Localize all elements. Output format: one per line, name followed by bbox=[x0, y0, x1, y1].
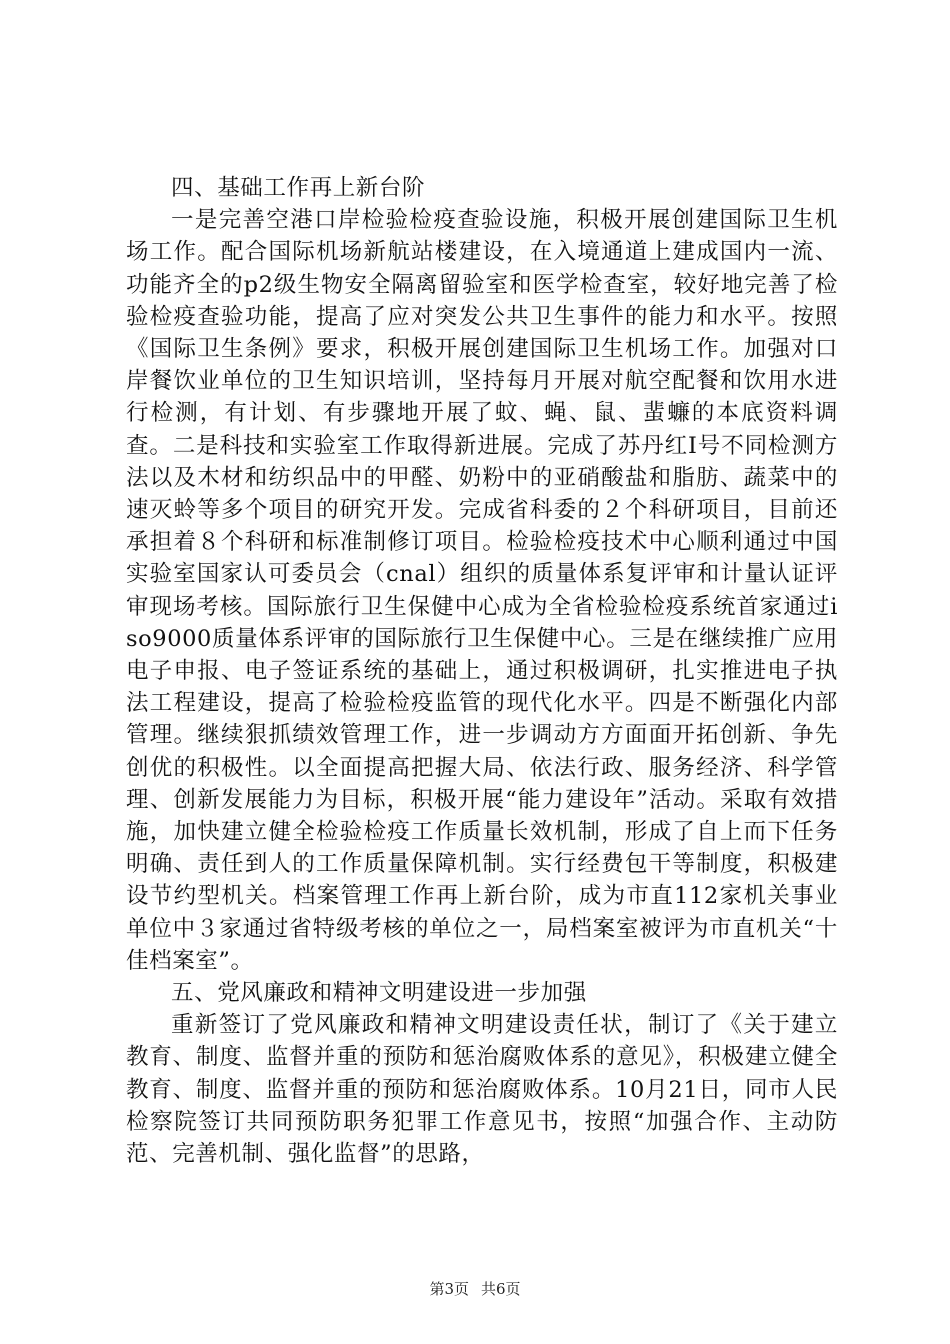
page-total: 共6页 bbox=[481, 1280, 521, 1298]
section-heading-4: 四、基础工作再上新台阶 bbox=[171, 175, 426, 201]
section-body-5: 重新签订了党风廉政和精神文明建设责任状，制订了《关于建立教育、制度、监督并重的预防和惩治腐败体系的意见》，积极建立健全教育、制度、监督并重的预防和惩治腐败体系。10月21日，同市人民检察院签订共同预防职务犯罪工作意见书，按照“加强合作、主动防范、完善机制、强化监督”的思路， bbox=[126, 1012, 838, 1168]
document-body bbox=[126, 172, 838, 1170]
page-number: 第3页 bbox=[429, 1280, 469, 1298]
section-body-4: 一是完善空港口岸检验检疫查验设施，积极开展创建国际卫生机场工作。配合国际机场新航站楼建设，在入境通道上建成国内一流、功能齐全的p2级生物安全隔离留验室和医学检查室，较好地完善了检验检疫查验功能，提高了应对突发公共卫生事件的能力和水平。按照《国际卫生条例》要求，积极开展创建国际卫生机场工作。加强对口岸餐饮业单位的卫生知识培训，坚持每月开展对航空配餐和饮用水进行检测，有计划、有步骤地开展了蚊、蝇、鼠、蜚蠊的本底资料调查。二是科技和实验室工作取得新进展。完成了苏丹红Ⅰ号不同检测方法以及木材和纺织品中的甲醛、奶粉中的亚硝酸盐和脂肪、蔬菜中的速灭蛉等多个项目的研究开发。完成省科委的２个科研项目，目前还承担着８个科研和标准制修订项目。检验检疫技术中心顺利通过中国实验室国家认可委员会（cnal）组织的质量体系复评审和计量认证评审现场考核。国际旅行卫生保健中心成为全省检验检疫系统首家通过iso9000质量体系评审的国际旅行卫生保健中心。三是在继续推广应用电子申报、电子签证系统的基础上，通过积极调研，扎实推进电子执法工程建设，提高了检验检疫监管的现代化水平。四是不断强化内部管理。继续狠抓绩效管理工作，进一步调动方方面面开拓创新、争先创优的积极性。以全面提高把握大局、依法行政、服务经济、科学管理、创新发展能力为目标，积极开展“能力建设年”活动。采取有效措施，加快建立健全检验检疫工作质量长效机制，形成了自上而下任务明确、责任到人的工作质量保障机制。实行经费包干等制度，积极建设节约型机关。档案管理工作再上新台阶，成为市直112家机关事业单位中３家通过省特级考核的单位之一，局档案室被评为市直机关“十佳档案室”。 bbox=[126, 207, 838, 974]
page-footer bbox=[0, 1279, 950, 1299]
section-heading-5: 五、党风廉政和精神文明建设进一步加强 bbox=[171, 980, 587, 1007]
